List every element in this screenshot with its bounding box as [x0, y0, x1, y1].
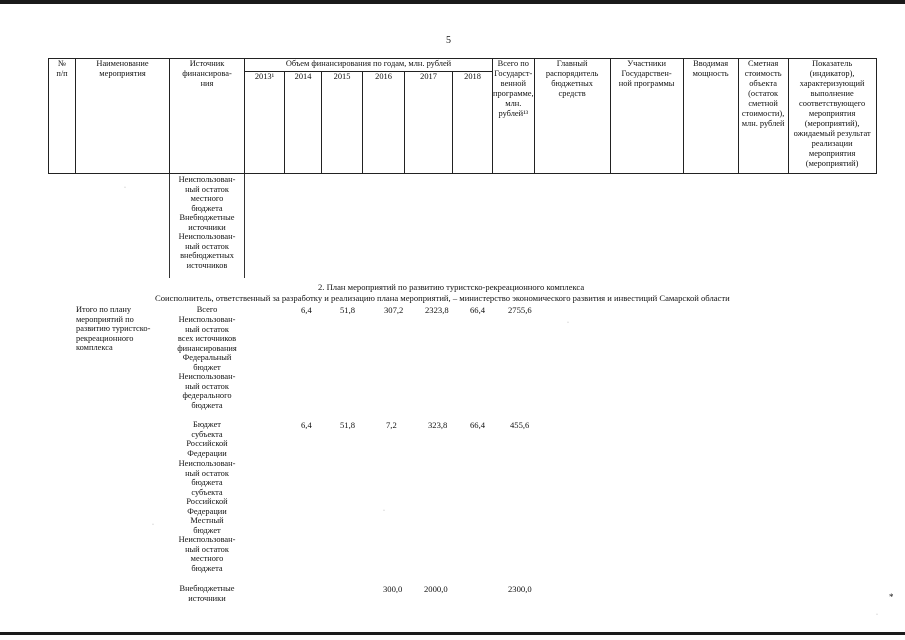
row-source-unused-federal: Неиспользован- ный остаток всех источников финансирования Федеральный бюджет Неиспользован- ный остаток федерального бюджета	[177, 315, 237, 410]
scan-speck: ·	[876, 612, 878, 618]
section-executor: Соисполнитель, ответственный за разработку и реализацию плана мероприятий, – министерство экономического развития и инвестиций Самарской области	[155, 293, 730, 303]
row-regional-total: 455,6	[510, 420, 530, 430]
row-regional-2015: 51,8	[340, 420, 356, 430]
row-source-regional: Бюджет субъекта Российской Федерации	[186, 420, 228, 458]
row-regional-2014: 6,4	[301, 420, 312, 430]
col-header-manager: Главный распорядитель бюджетных средств	[534, 59, 610, 174]
row-source-extrabudgetary: Внебюджетные источники	[179, 584, 235, 603]
row-all-2015: 51,8	[340, 305, 356, 315]
col-header-name: Наименование мероприятия	[76, 59, 170, 174]
top-source-list: Неиспользован- ный остаток местного бюджета Внебюджетные источники Неиспользован- ный остаток внебюджетных источников	[178, 175, 236, 270]
year-header-2013: 2013¹	[245, 72, 285, 174]
total-label: Итого по плану мероприятий по развитию туристско- рекреационного комплекса	[76, 305, 151, 352]
row-source-all: Всего	[196, 305, 218, 314]
col-header-total: Всего по Государст- венной программе, млн. рублей¹³	[493, 59, 535, 174]
year-header-2014: 2014	[285, 72, 322, 174]
row-all-total: 2755,6	[508, 305, 532, 315]
year-header-2015: 2015	[322, 72, 363, 174]
row-regional-2018: 66,4	[470, 420, 486, 430]
scan-speck: ·	[124, 185, 126, 191]
row-all-2018: 66,4	[470, 305, 486, 315]
top-border	[0, 0, 905, 4]
row-all-2016: 307,2	[384, 305, 404, 315]
row-regional-2016: 7,2	[386, 420, 397, 430]
row-all-2017: 2323,8	[425, 305, 449, 315]
scan-speck: ·	[383, 508, 385, 514]
row-all-2014: 6,4	[301, 305, 312, 315]
col-header-number: № п/п	[49, 59, 76, 174]
source-column-right-rule	[244, 174, 245, 278]
scan-speck: ·	[152, 522, 154, 528]
header-table	[48, 58, 877, 174]
col-header-source: Источник финансирова- ния	[170, 59, 245, 174]
col-header-capacity: Вводимая мощность	[683, 59, 738, 174]
col-header-indicator: Показатель (индикатор), характеризующий выполнение соответствующего мероприятия (мероприятий), ожидаемый результат реализации мероприятия (мероприятий)	[788, 59, 876, 174]
col-header-cost: Сметная стоимость объекта (остаток сметной стоимости), млн. рублей	[738, 59, 788, 174]
row-extrabudgetary-total: 2300,0	[508, 584, 532, 594]
row-extrabudgetary-2017: 2000,0	[424, 584, 448, 594]
year-header-2017: 2017	[405, 72, 453, 174]
year-header-2016: 2016	[363, 72, 405, 174]
bottom-border	[0, 632, 905, 635]
footnote-mark: *	[889, 592, 894, 602]
col-header-volume: Объем финансирования по годам, млн. рублей	[245, 59, 493, 72]
row-source-unused-local: Неиспользован- ный остаток бюджета субъекта Российской Федерации Местный бюджет Неиспользован- ный остаток местного бюджета	[178, 459, 236, 573]
year-header-2018: 2018	[453, 72, 493, 174]
section-title: 2. План мероприятий по развитию туристско-рекреационного комплекса	[318, 282, 585, 292]
row-extrabudgetary-2016: 300,0	[383, 584, 403, 594]
col-header-participants: Участники Государствен- ной программы	[610, 59, 683, 174]
row-regional-2017: 323,8	[428, 420, 448, 430]
scan-speck: ·	[567, 320, 569, 326]
page-number: 5	[446, 35, 451, 46]
